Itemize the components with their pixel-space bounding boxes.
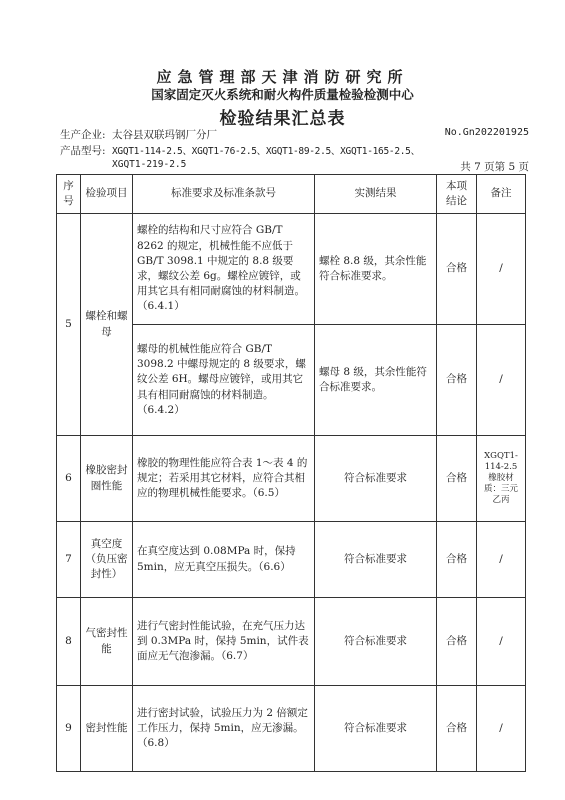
row-conclusion: 合格 xyxy=(437,686,477,772)
table-row xyxy=(57,436,526,522)
row-remark: / xyxy=(477,325,526,436)
table-row xyxy=(57,522,526,598)
page-info: 共 7 页第 5 页 xyxy=(460,161,529,173)
org-name-line1: 应急管理部天津消防研究所 xyxy=(156,68,409,86)
row-standard: 进行气密封性能试验，在充气压力达到 0.3MPa 时，保持 5min，试件表面应无气泡渗漏。（6.7） xyxy=(133,598,315,686)
row-seq: 6 xyxy=(57,436,81,522)
row-remark: / xyxy=(477,598,526,686)
row-item: 螺栓和螺母 xyxy=(81,214,133,436)
row-remark: / xyxy=(477,686,526,772)
header-conclusion: 本项结论 xyxy=(437,175,477,214)
header-result: 实测结果 xyxy=(315,175,437,214)
row-conclusion: 合格 xyxy=(437,214,477,325)
row-standard: 在真空度达到 0.08MPa 时，保持 5min，应无真空压损失。（6.6） xyxy=(133,522,315,598)
row-item: 橡胶密封圈性能 xyxy=(81,436,133,522)
row-conclusion: 合格 xyxy=(437,522,477,598)
header-seq: 序号 xyxy=(57,175,81,214)
header-item: 检验项目 xyxy=(81,175,133,214)
row-item: 密封性能 xyxy=(81,686,133,772)
row-seq: 7 xyxy=(57,522,81,598)
row-item: 气密封性能 xyxy=(81,598,133,686)
table-row xyxy=(57,598,526,686)
row-item: 真空度（负压密封性） xyxy=(81,522,133,598)
row-standard: 进行密封试验，试验压力为 2 倍额定工作压力，保持 5min，应无渗漏。（6.8） xyxy=(133,686,315,772)
manufacturer-value: 太谷县双联玛钢厂分厂 xyxy=(112,129,217,141)
row-remark: / xyxy=(477,214,526,325)
table-row xyxy=(57,214,526,325)
row-standard: 螺母的机械性能应符合 GB/T 3098.2 中螺母规定的 8 级要求，螺纹公差 6H。螺母应镀锌，或用其它具有相同耐腐蚀的材料制造。（6.4.2） xyxy=(133,325,315,436)
row-standard: 螺栓的结构和尺寸应符合 GB/T 8262 的规定，机械性能不应低于 GB/T 3098.1 中规定的 8.8 级要求，螺纹公差 6g。螺栓应镀锌，或用其它具有相同耐腐蚀的材料制造。（6.4.1） xyxy=(133,214,315,325)
model-values-line1: XGQT1-114-2.5、XGQT1-76-2.5、XGQT1-89-2.5、XGQT1-165-2.5、 xyxy=(112,146,420,157)
org-name-line2: 国家固定灭火系统和耐火构件质量检验检测中心 xyxy=(151,87,414,102)
header-standard: 标准要求及标准条款号 xyxy=(133,175,315,214)
row-result: 符合标准要求 xyxy=(315,522,437,598)
row-result: 符合标准要求 xyxy=(315,598,437,686)
row-result: 符合标准要求 xyxy=(315,686,437,772)
manufacturer-label: 生产企业: xyxy=(60,129,106,141)
row-seq: 9 xyxy=(57,686,81,772)
header-remark: 备注 xyxy=(477,175,526,214)
report-number: No.Gn202201925 xyxy=(444,127,529,138)
row-remark: / xyxy=(477,522,526,598)
row-result: 符合标准要求 xyxy=(315,436,437,522)
row-standard: 橡胶的物理性能应符合表 1～表 4 的规定；若采用其它材料，应符合其相应的物理机械性能要求。（6.5） xyxy=(133,436,315,522)
row-conclusion: 合格 xyxy=(437,598,477,686)
row-conclusion: 合格 xyxy=(437,436,477,522)
table-header-row xyxy=(57,175,526,214)
row-seq: 5 xyxy=(57,214,81,436)
model-label: 产品型号: xyxy=(60,145,106,157)
model-values-line2: XGQT1-219-2.5 xyxy=(112,159,187,170)
table-row xyxy=(57,686,526,772)
row-conclusion: 合格 xyxy=(437,325,477,436)
results-table xyxy=(56,174,526,772)
row-remark: XGQT1-114-2.5 橡胶材质：三元乙丙 xyxy=(477,436,526,522)
row-seq: 8 xyxy=(57,598,81,686)
row-result: 螺栓 8.8 级，其余性能符合标准要求。 xyxy=(315,214,437,325)
row-result: 螺母 8 级，其余性能符合标准要求。 xyxy=(315,325,437,436)
document-title: 检验结果汇总表 xyxy=(219,109,346,129)
